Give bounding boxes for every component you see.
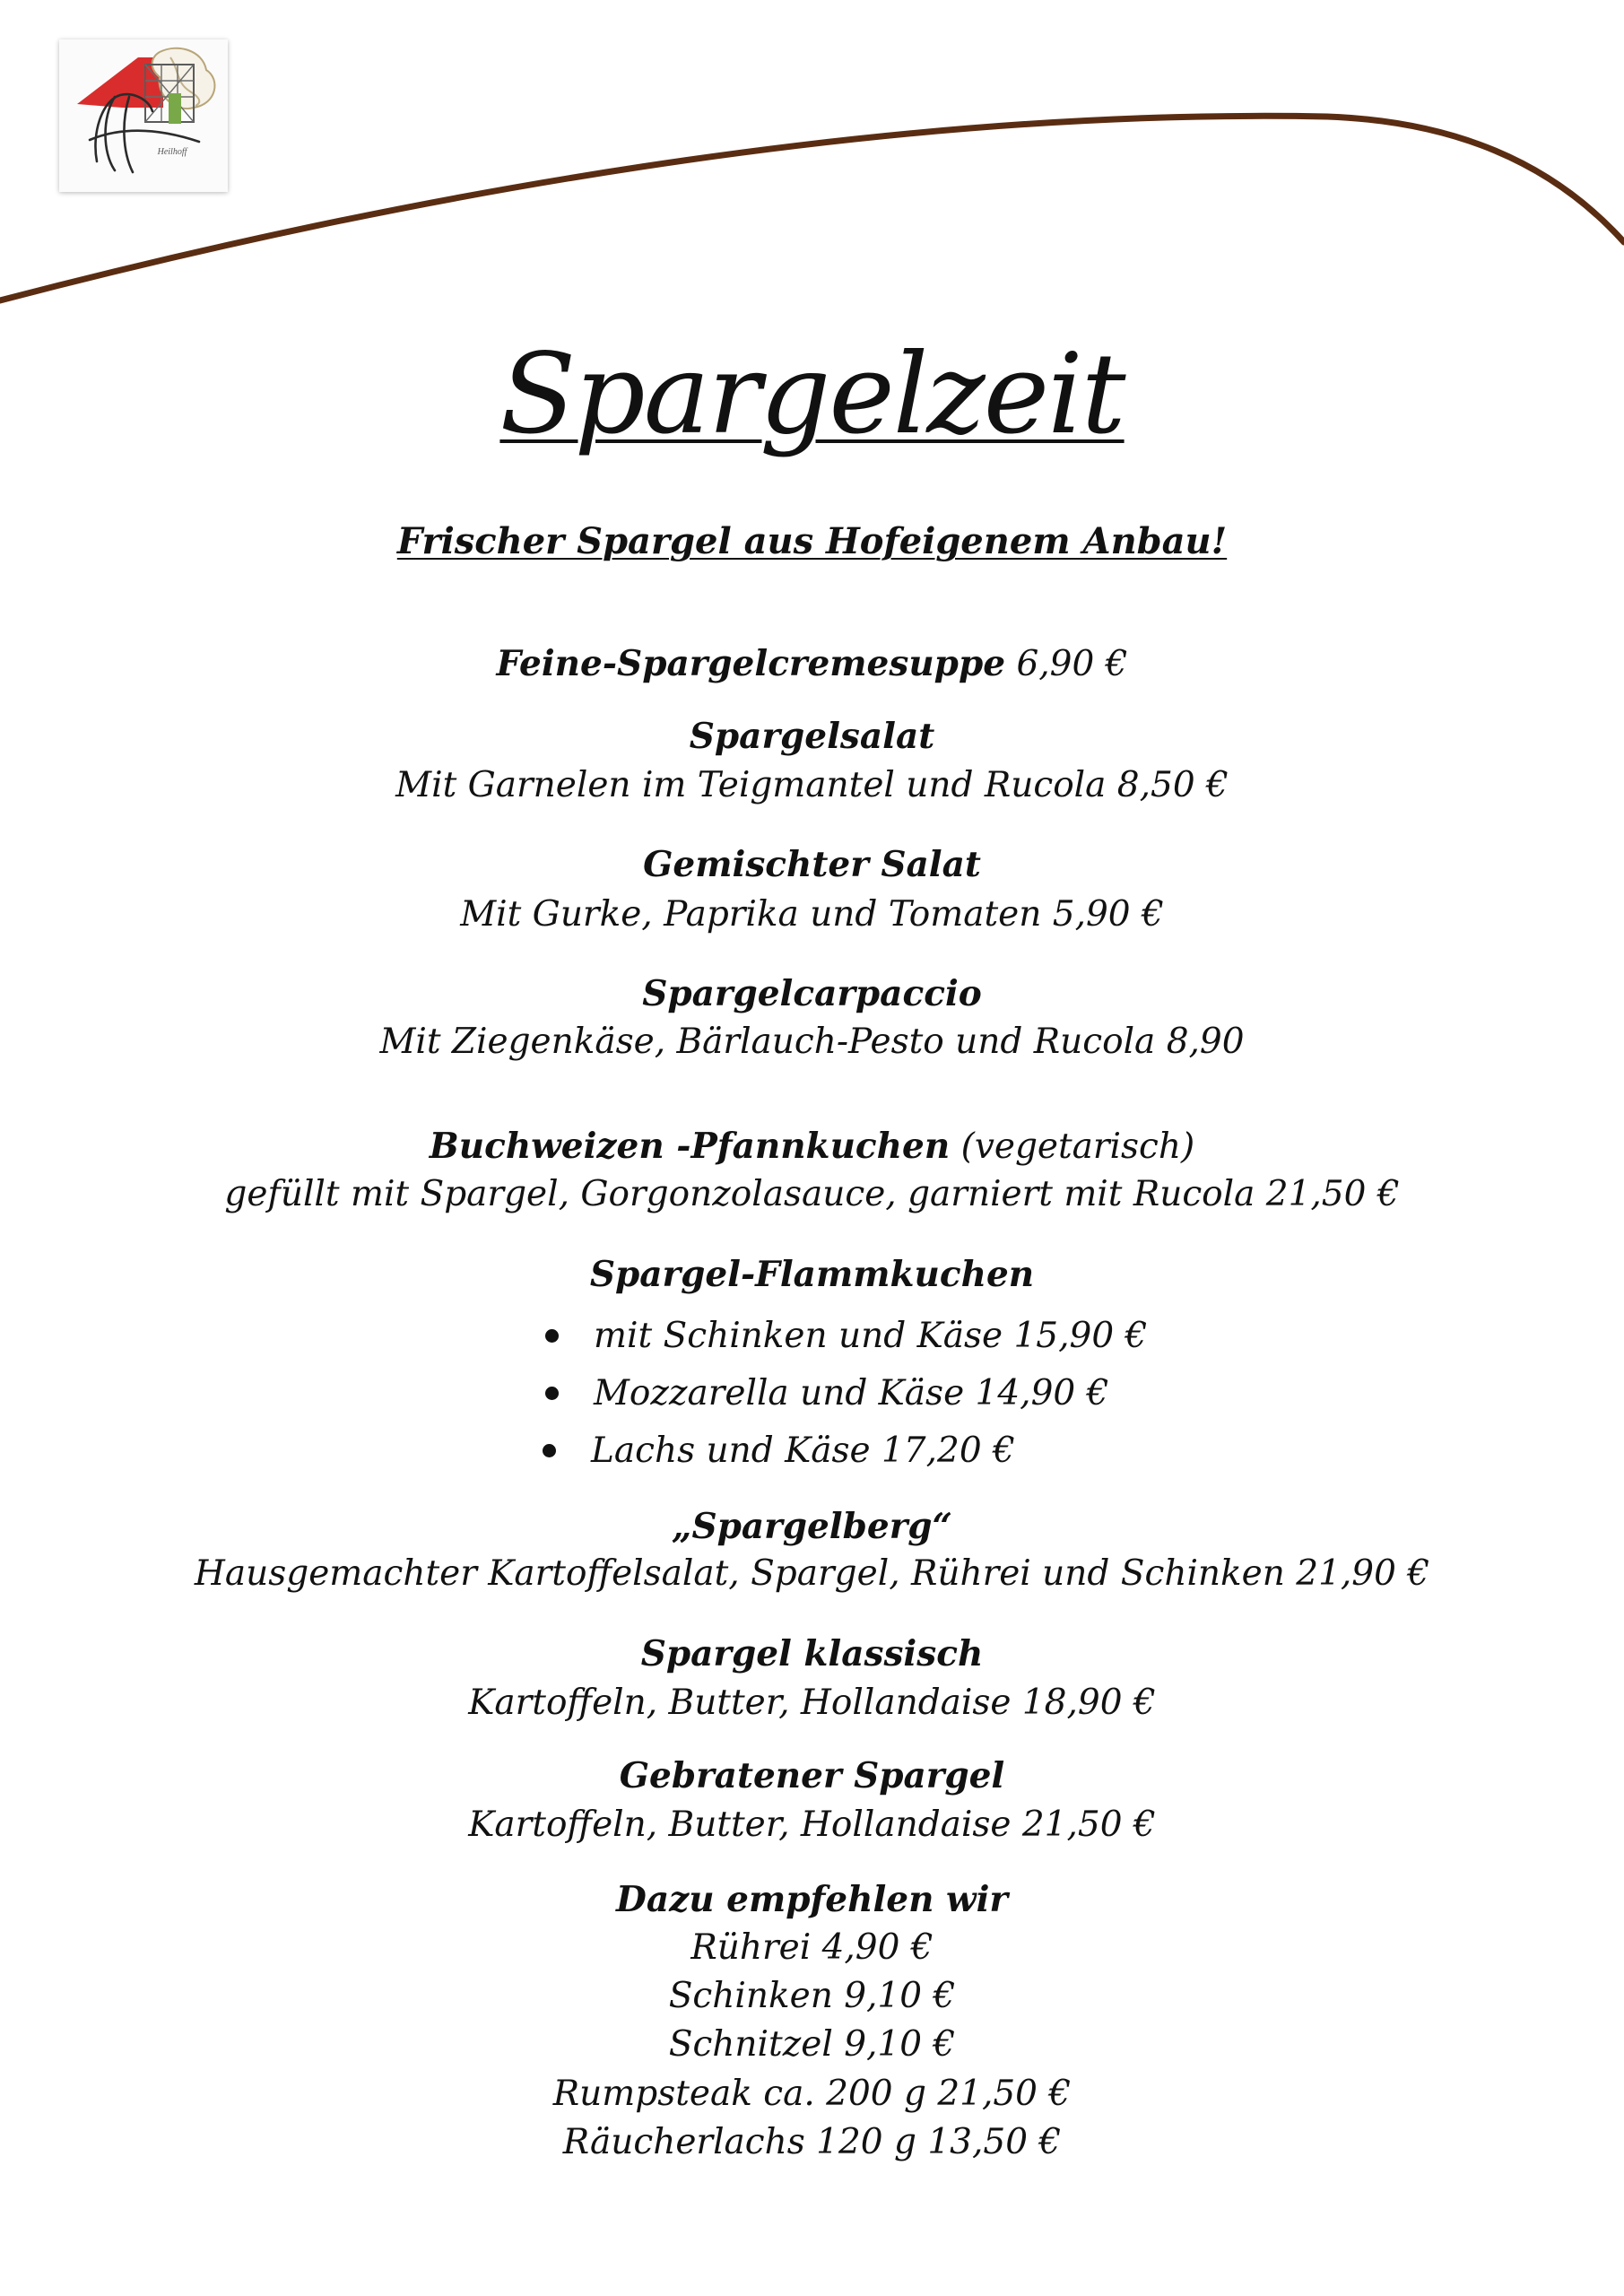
- list-item: [534, 1365, 1216, 1422]
- logo-text: Heilhoff: [157, 147, 187, 157]
- classic-description: Kartoffeln, Butter, Hollandaise 18,90 €: [468, 1683, 1156, 1723]
- recommend-item: Schnitzel 9,10 €: [668, 2024, 956, 2065]
- recommend-item: Räucherlachs 120 g 13,50 €: [562, 2122, 1062, 2162]
- spargelberg-heading: „Spargelberg“: [672, 1506, 952, 1547]
- flammkuchen-item: mit Schinken und Käse 15,90 €: [594, 1316, 1148, 1356]
- flammkuchen-item: Lachs und Käse 17,20 €: [591, 1431, 1015, 1471]
- recommend-heading: Dazu empfehlen wir: [616, 1879, 1008, 1920]
- pancake-name: Buchweizen -Pfannkuchen: [429, 1126, 951, 1167]
- spargelberg-description: Hausgemachter Kartoffelsalat, Spargel, Rührei und Schinken 21,90 €: [194, 1553, 1430, 1594]
- soup-name: Feine-Spargelcremesuppe: [496, 643, 1006, 684]
- soup-price: 6,90 €: [1016, 644, 1128, 684]
- list-item: [534, 1422, 1216, 1480]
- classic-heading: Spargel klassisch: [640, 1633, 984, 1674]
- pancake-description: gefüllt mit Spargel, Gorgonzolasauce, garniert mit Rucola 21,50 €: [224, 1174, 1400, 1214]
- flammkuchen-item: Mozzarella und Käse 14,90 €: [594, 1373, 1109, 1413]
- fried-description: Kartoffeln, Butter, Hollandaise 21,50 €: [468, 1805, 1156, 1845]
- carpaccio-description: Mit Ziegenkäse, Bärlauch-Pesto und Rucola 8,90: [379, 1022, 1245, 1062]
- salad-mixed-heading: Gemischter Salat: [643, 844, 981, 885]
- bullet-icon: [545, 1387, 559, 1400]
- salad-asparagus-description: Mit Garnelen im Teigmantel und Rucola 8,50 €: [395, 765, 1229, 805]
- salad-asparagus-heading: Spargelsalat: [689, 716, 935, 757]
- soup-line: [0, 639, 1624, 689]
- recommend-item: Rührei 4,90 €: [690, 1927, 934, 1968]
- list-item: [534, 1308, 1216, 1365]
- recommend-item: Schinken 9,10 €: [668, 1976, 956, 2016]
- bullet-icon: [543, 1444, 556, 1457]
- menu-title: Spargelzeit: [499, 330, 1125, 459]
- bullet-icon: [545, 1329, 559, 1343]
- recommend-item: Rumpsteak ca. 200 g 21,50 €: [552, 2074, 1072, 2114]
- pancake-note: (vegetarisch): [960, 1126, 1195, 1167]
- carpaccio-heading: Spargelcarpaccio: [642, 973, 982, 1014]
- flammkuchen-heading: Spargel-Flammkuchen: [589, 1254, 1035, 1295]
- flammkuchen-list: [534, 1308, 1216, 1480]
- fried-heading: Gebratener Spargel: [619, 1755, 1005, 1796]
- menu-subtitle: Frischer Spargel aus Hofeigenem Anbau!: [396, 520, 1228, 562]
- pancake-heading-line: [0, 1122, 1624, 1171]
- decorative-curve: [0, 0, 1624, 323]
- salad-mixed-description: Mit Gurke, Paprika und Tomaten 5,90 €: [460, 894, 1164, 935]
